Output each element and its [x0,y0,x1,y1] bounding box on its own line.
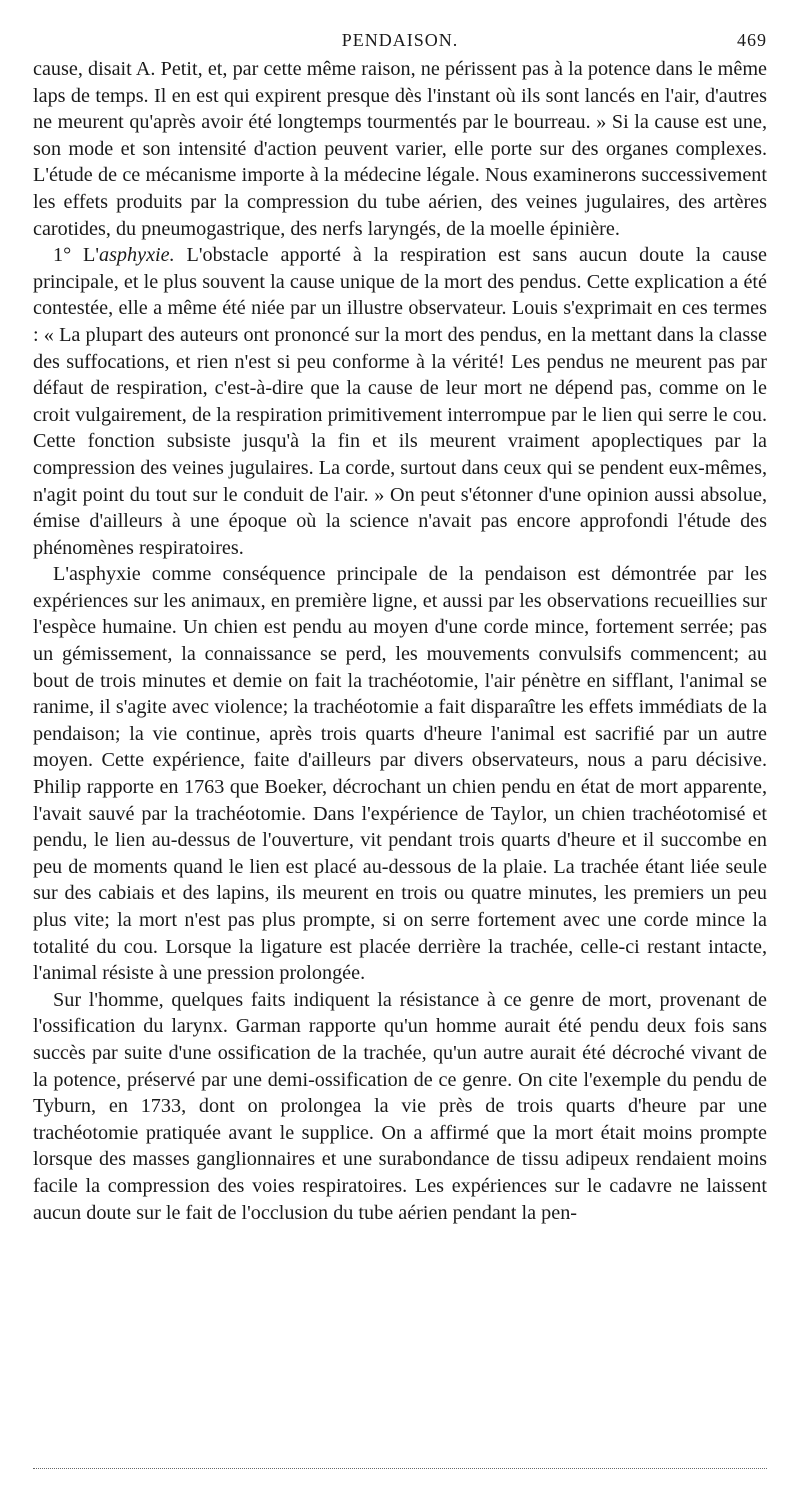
section-heading: asphyxie. [98,244,175,267]
paragraph-continuation [33,56,767,242]
section-number: 1° L' [53,244,99,267]
paragraph-experiments [33,561,767,987]
paragraph-text: L'obstacle apporté à la respiration est sans aucun doute la cause principale, et le plus souvent la cause unique de la mort des pendus. Cette explication a été contestée, elle a même été niée par un illustre observateur. Louis s'exprimait en ces termes : « La plupart des auteurs ont prononcé sur la mort des pendus, en la mettant dans la classe des suffocations, et rien n'est si peu conforme à la vérité! Les pendus ne meurent pas par défaut de respiration, c'est-à-dire que la cause de leur mort ne dépend pas, comme on le croit vulgairement, de la respiration primitivement interrompue par le lien qui serre le cou. Cette fonction subsiste jusqu'à la fin et ils meurent vraiment apoplectiques par la compression des veines jugulaires. La corde, surtout dans ceux qui se pendent eux-mêmes, n'agit point du tout sur le conduit de l'air. » On peut s'étonner d'une opinion aussi absolue, émise d'ailleurs à une époque où la science n'avait pas encore approfondi l'étude des phénomènes respiratoires. [33,244,767,559]
paragraph-text: cause, disait A. Petit, et, par cette même raison, ne périssent pas à la potence dans le même laps de temps. Il en est qui expirent presque dès l'instant où ils sont lancés en l'air, d'autres ne meurent qu'après avoir été longtemps tourmentés par le bourreau. » Si la cause est une, son mode et son intensité d'action peuvent varier, elle porte sur des organes complexes. L'étude de ce mécanisme importe à la médecine légale. Nous examinerons successivement les effets produits par la compression du tube aérien, des veines jugulaires, des artères carotides, du pneumogastrique, des nerfs laryngés, de la moelle épinière. [33,58,767,240]
running-title: PENDAISON. [341,30,459,50]
paragraph-asphyxie [33,242,767,561]
page-number: 469 [737,30,767,50]
paragraph-text: L'asphyxie comme conséquence principale de la pendaison est démontrée par les expériences sur les animaux, en première ligne, et aussi par les observations recueillies sur l'espèce humaine. Un chien est pendu au moyen d'une corde mince, fortement serrée; pas un gémissement, la connaissance se perd, les mouvements convulsifs commencent; au bout de trois minutes et demie on fait la trachéotomie, l'air pénètre en sifflant, l'animal se ranime, il s'agite avec violence; la trachéotomie a fait disparaître les effets immédiats de la pendaison; la vie continue, après trois quarts d'heure l'animal est sacrifié par un autre moyen. Cette expérience, faite d'ailleurs par divers observateurs, nous a paru décisive. Philip rapporte en 1763 que Boeker, décrochant un chien pendu en état de mort apparente, l'avait sauvé par la trachéotomie. Dans l'expérience de Taylor, un chien trachéotomisé et pendu, le lien au-dessus de l'ouverture, vit pendant trois quarts d'heure et il succombe en peu de moments quand le lien est placé au-dessous de la plaie. La trachée étant liée seule sur des cabiais et des lapins, ils meurent en trois ou quatre minutes, les premiers un peu plus vite; la mort n'est pas plus prompte, si on serre fortement avec une corde mince la totalité du cou. Lorsque la ligature est placée derrière la trachée, celle-ci restant intacte, l'animal résiste à une pression prolongée. [33,563,767,985]
running-head [33,30,767,56]
paragraph-text: Sur l'homme, quelques faits indiquent la résistance à ce genre de mort, provenant de l'ossification du larynx. Garman rapporte qu'un homme aurait été pendu deux fois sans succès par suite d'une ossification de la trachée, qu'un autre aurait été décroché vivant de la potence, préservé par une demi-ossification de ce genre. On cite l'exemple du pendu de Tyburn, en 1733, dont on prolongea la vie près de trois quarts d'heure par une trachéotomie pratiquée avant le supplice. On a affirmé que la mort était moins prompte lorsque des masses ganglionnaires et une surabondance de tissu adipeux rendaient moins facile la compression des voies respiratoires. Les expériences sur le cadavre ne laissent aucun doute sur le fait de l'occlusion du tube aérien pendant la pen- [33,988,767,1224]
paragraph-human-cases [33,987,767,1226]
book-page [33,30,767,1226]
footer-dotted-rule [33,1468,767,1469]
